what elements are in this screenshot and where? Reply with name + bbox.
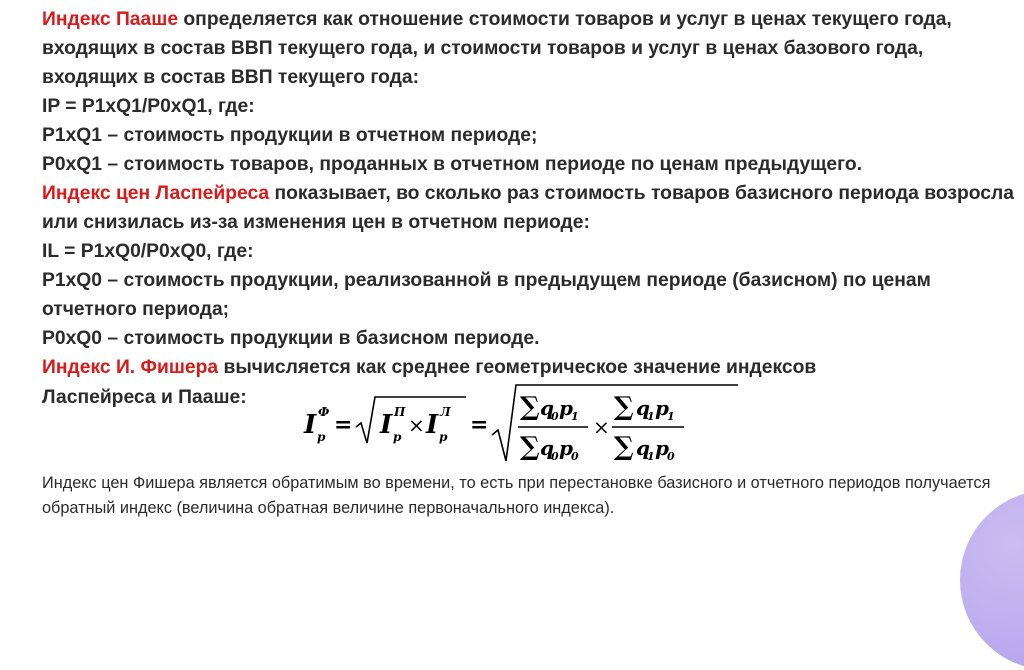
sum-1-num: ∑ — [520, 392, 540, 422]
lhs-sup: Ф — [318, 405, 330, 419]
paasche-formula: IP = P1xQ1/P0xQ1, где: — [42, 96, 255, 117]
fisher-text: вычисляется как среднее геометрическое значение индексов — [218, 357, 817, 378]
ip-sup: П — [394, 405, 406, 419]
equals-1: = — [334, 412, 353, 438]
q0-num-sub: 0 — [551, 410, 559, 423]
times-2: × — [593, 415, 610, 439]
p1-num-2-sub: 1 — [667, 410, 675, 423]
p0-den-2-sub: 0 — [667, 450, 675, 463]
p1-num-2: p — [655, 396, 669, 420]
fisher-term: Индекс И. Фишера — [42, 357, 219, 378]
fisher-formula-label: Ласпейреса и Пааше: — [42, 387, 247, 408]
il-sub: p — [439, 430, 448, 444]
fisher-definition — [42, 353, 1017, 382]
sum-2-num: ∑ — [614, 392, 634, 422]
equals-2: = — [470, 412, 489, 438]
q1-num: q — [636, 396, 650, 420]
laspeyres-definition — [42, 179, 1017, 237]
ip-i: I — [380, 410, 393, 440]
q0-den-sub: 0 — [551, 450, 559, 463]
p1q1-definition: P1xQ1 – стоимость продукции в отчетном периоде; — [42, 125, 538, 146]
p0-den: p — [559, 436, 573, 460]
q0-num: q — [540, 396, 554, 420]
q0-den: q — [540, 436, 554, 460]
sum-2-den: ∑ — [614, 432, 634, 462]
ip-sub: p — [393, 430, 402, 444]
paasche-definition — [42, 5, 1017, 92]
p0q1-definition: P0xQ1 – стоимость товаров, проданных в отчетном периоде по ценам предыдущего. — [42, 154, 863, 175]
fisher-formula — [300, 383, 742, 465]
p1-num-sub: 1 — [571, 410, 579, 423]
lhs-i: I — [304, 410, 317, 440]
times-1: × — [408, 413, 425, 437]
lhs-sub: p — [317, 430, 326, 444]
laspeyres-formula: IL = P1xQ0/P0xQ0, где: — [42, 241, 254, 262]
il-i: I — [426, 410, 439, 440]
q1-num-sub: 1 — [647, 410, 655, 423]
il-sup: Л — [440, 405, 451, 419]
sum-1-den: ∑ — [520, 432, 540, 462]
laspeyres-text: показывает, во сколько раз стоимость товаров базисного периода возросла или снизилась из-за изменения цен в отчетном периоде: — [42, 183, 1014, 233]
p0-den-sub: 0 — [571, 450, 579, 463]
fisher-reversibility-note: Индекс цен Фишера является обратимым во времени, то есть при перестановке базисного и отчетного периодов получается обратный индекс (величина обратная величине первоначального индекса). — [42, 474, 991, 517]
p0q0-definition: P0xQ0 – стоимость продукции в базисном периоде. — [42, 328, 540, 349]
slide-content — [42, 5, 1017, 537]
q1-den: q — [636, 436, 650, 460]
p0-den-2: p — [655, 436, 669, 460]
p1-num: p — [559, 396, 573, 420]
fisher-formula-row — [42, 383, 1017, 463]
laspeyres-term: Индекс цен Ласпейреса — [42, 183, 270, 204]
paasche-term: Индекс Пааше — [42, 9, 179, 30]
paasche-text: определяется как отношение стоимости товаров и услуг в ценах текущего года, входящих в состав ВВП текущего года, и стоимости товаров и услуг в ценах базового года, входящих в состав ВВП текущего года: — [42, 9, 952, 88]
q1-den-sub: 1 — [647, 450, 655, 463]
p1q0-definition: P1xQ0 – стоимость продукции, реализованной в предыдущем периоде (базисном) по ценам отчетного периода; — [42, 270, 931, 320]
